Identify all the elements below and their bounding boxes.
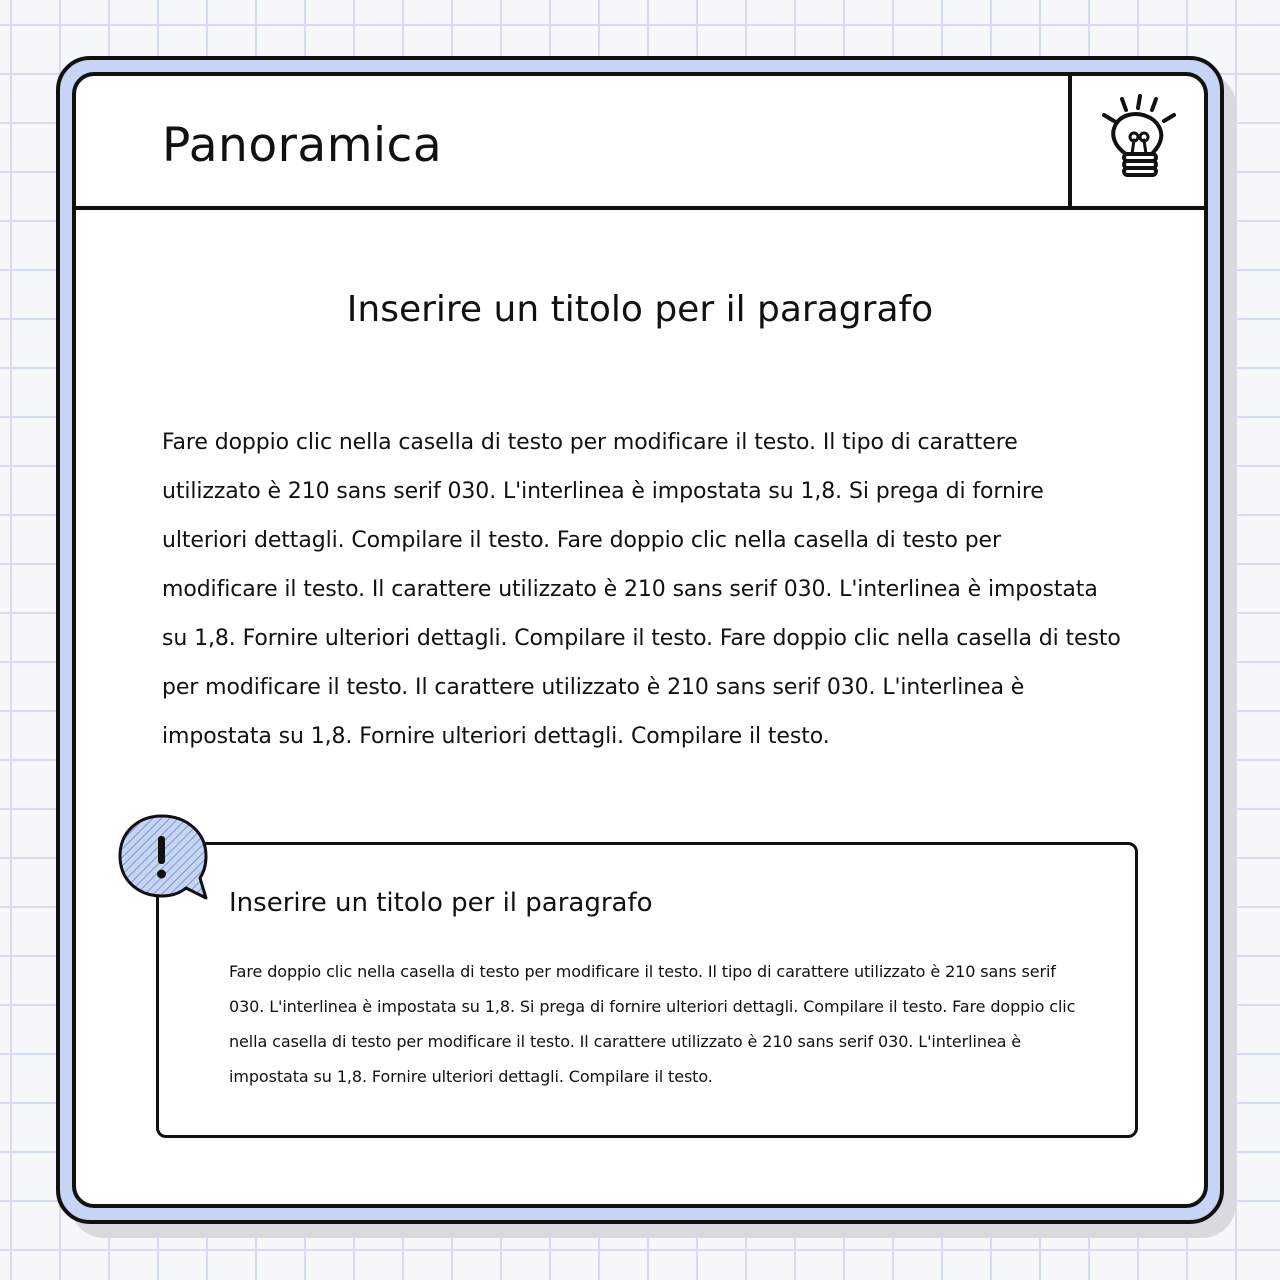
card-header [76,76,1204,210]
exclamation-speech-bubble-icon [116,812,212,908]
note-paragraph: Fare doppio clic nella casella di testo per modificare il testo. Il tipo di carattere utilizzato è 210 sans serif 030. L'interlinea è impostata su 1,8. Si prega di fornire ulteriori dettagli. Compilare il testo. Fare doppio clic nella casella di testo per modificare il testo. Il carattere utilizzato è 210 sans serif 030. L'interlinea è impostata su 1,8. Fornire ulteriori dettagli. Compilare il testo. [229,962,1076,1086]
section-heading: Inserire un titolo per il paragrafo [346,289,934,330]
note-box [156,842,1138,1138]
page-title: Panoramica [162,118,443,173]
lightbulb-icon [1096,90,1184,190]
note-heading: Inserire un titolo per il paragrafo [229,888,653,918]
body-paragraph: Fare doppio clic nella casella di testo per modificare il testo. Il tipo di carattere utilizzato è 210 sans serif 030. L'interlinea è impostata su 1,8. Si prega di fornire ulteriori dettagli. Compilare il testo. Fare doppio clic nella casella di testo per modificare il testo. Il carattere utilizzato è 210 sans serif 030. L'interlinea è impostata su 1,8. Fornire ulteriori dettagli. Compilare il testo. Fare doppio clic nella casella di testo per modificare il testo. Il carattere utilizzato è 210 sans serif 030. L'interlinea è impostata su 1,8. Fornire ulteriori dettagli. Compilare il testo. [162,430,1121,749]
icon-panel [1068,76,1208,206]
overview-card [72,72,1208,1208]
